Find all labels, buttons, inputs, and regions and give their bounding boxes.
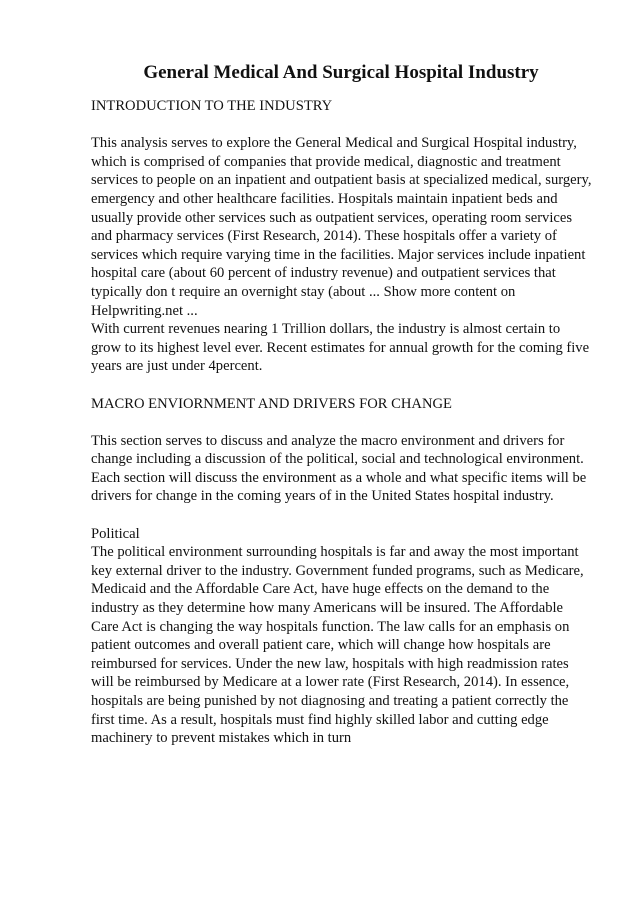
text-line: hospitals are being punished by not diagnosing and treating a patient correctly the: [91, 693, 569, 709]
text-line: hospital care (about 60 percent of industry revenue) and outpatient services that: [91, 265, 556, 282]
text-line: reimbursed for services. Under the new law, hospitals with high readmission rates: [91, 655, 569, 672]
text-line: MACRO ENVIORNMENT AND DRIVERS FOR CHANGE: [91, 395, 452, 412]
text-line: Care Act is changing the way hospitals function. The law calls for an emphasis on: [91, 618, 570, 635]
text-line: Political: [91, 525, 140, 542]
paragraph-gap: [91, 376, 591, 395]
text-line: typically don t require an overnight stay (about ... Show more content on: [91, 283, 516, 300]
document-title: General Medical And Surgical Hospital Industry: [143, 62, 539, 83]
text-line: services to people on an inpatient and outpatient basis at specialized medical, surgery,: [91, 172, 592, 189]
text-line: change including a discussion of the political, social and technological environment.: [91, 451, 584, 468]
text-line: which is comprised of companies that provide medical, diagnostic and treatment: [91, 153, 561, 170]
text-line: years are just under 4percent.: [91, 358, 263, 375]
text-line: This analysis serves to explore the General Medical and Surgical Hospital industry,: [91, 135, 577, 152]
text-line: machinery to prevent mistakes which in turn: [91, 730, 352, 747]
text-line: grow to its highest level ever. Recent estimates for annual growth for the coming five: [91, 339, 590, 356]
text-line: Each section will discuss the environment as a whole and what specific items will be: [91, 469, 587, 486]
text-line: key external driver to the industry. Government funded programs, such as Medicare,: [91, 562, 584, 579]
text-line: The political environment surrounding hospitals is far and away the most important: [91, 544, 579, 561]
text-line: drivers for change in the coming years of in the United States hospital industry.: [91, 488, 554, 505]
document-page: [91, 60, 591, 748]
paragraph-gap: [91, 413, 591, 432]
text-line: industry as they determine how many Americans will be insured. The Affordable: [91, 600, 564, 617]
text-line: This section serves to discuss and analyze the macro environment and drivers for: [91, 432, 565, 449]
document-body: [91, 97, 591, 748]
text-line: and pharmacy services (First Research, 2014). These hospitals offer a variety of: [91, 228, 557, 245]
text-line: INTRODUCTION TO THE INDUSTRY: [91, 98, 333, 114]
text-line: will be reimbursed by Medicare at a lower rate (First Research, 2014). In essence,: [91, 674, 570, 691]
text-line: With current revenues nearing 1 Trillion dollars, the industry is almost certain to: [91, 321, 561, 338]
text-line: services which require varying time in the facilities. Major services include inpatient: [91, 246, 586, 263]
text-line: first time. As a result, hospitals must find highly skilled labor and cutting edge: [91, 711, 549, 728]
text-line: emergency and other healthcare facilities. Hospitals maintain inpatient beds and: [91, 190, 558, 207]
text-line: usually provide other services such as outpatient services, operating room services: [91, 209, 573, 226]
paragraph-gap: [91, 506, 591, 525]
text-line: Helpwriting.net ...: [91, 302, 198, 319]
text-line: Medicaid and the Affordable Care Act, have huge effects on the demand to the: [91, 581, 550, 598]
text-line: patient outcomes and overall patient care, which will change how hospitals are: [91, 637, 551, 654]
paragraph-gap: [91, 116, 591, 135]
